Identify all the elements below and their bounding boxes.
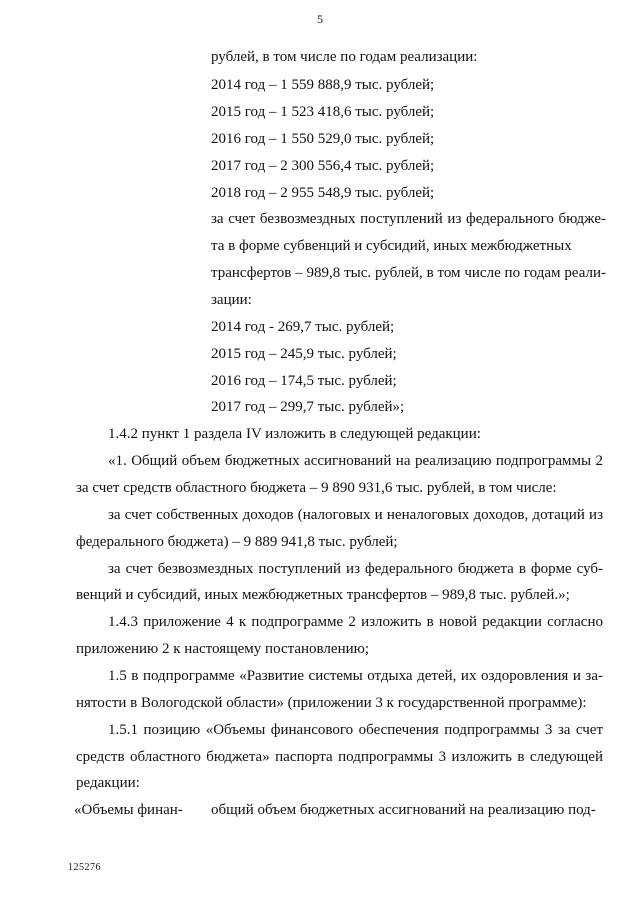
text-line: трансфертов – 989,8 тыс. рублей, в том числе по годам реали- <box>211 265 606 281</box>
paragraph-line: за счет собственных доходов (налоговых и неналоговых доходов, дотаций из <box>108 507 603 523</box>
paragraph-line: 1.5 в подпрограмме «Развитие системы отдыха детей, их оздоровления и за- <box>108 668 603 684</box>
table-cell-label: «Объемы финан- <box>74 802 183 818</box>
page-number: 5 <box>317 12 323 26</box>
text-line: зации: <box>211 292 252 308</box>
table-cell-value: общий объем бюджетных ассигнований на реализацию под- <box>211 802 596 818</box>
text-line: 2017 год – 299,7 тыс. рублей»; <box>211 399 405 415</box>
paragraph-line: 1.4.2 пункт 1 раздела IV изложить в следующей редакции: <box>108 426 481 442</box>
text-line: 2018 год – 2 955 548,9 тыс. рублей; <box>211 185 435 201</box>
document-code: 125276 <box>68 862 101 873</box>
text-line: нятости в Вологодской области» (приложении 3 к государственной программе): <box>76 695 587 711</box>
text-line: за счет средств областного бюджета – 9 890 931,6 тыс. рублей, в том числе: <box>76 480 557 496</box>
text-line: 2017 год – 2 300 556,4 тыс. рублей; <box>211 158 435 174</box>
text-line: 2015 год – 1 523 418,6 тыс. рублей; <box>211 104 435 120</box>
text-line: редакции: <box>76 775 140 791</box>
text-line: 2014 год – 1 559 888,9 тыс. рублей; <box>211 77 435 93</box>
text-line: 2015 год – 245,9 тыс. рублей; <box>211 346 397 362</box>
paragraph-line: «1. Общий объем бюджетных ассигнований на реализацию подпрограммы 2 <box>108 453 603 469</box>
text-line: 2014 год - 269,7 тыс. рублей; <box>211 319 395 335</box>
text-line: за счет безвозмездных поступлений из федерального бюдже- <box>211 211 606 227</box>
text-line: 2016 год – 174,5 тыс. рублей; <box>211 373 397 389</box>
paragraph-line: 1.5.1 позицию «Объемы финансового обеспечения подпрограммы 3 за счет <box>108 722 603 738</box>
text-line: 2016 год – 1 550 529,0 тыс. рублей; <box>211 131 435 147</box>
text-line: та в форме субвенций и субсидий, иных межбюджетных <box>211 238 572 254</box>
text-line: рублей, в том числе по годам реализации: <box>211 49 478 65</box>
paragraph-line: 1.4.3 приложение 4 к подпрограмме 2 изложить в новой редакции согласно <box>108 614 603 630</box>
text-line: венций и субсидий, иных межбюджетных трансфертов – 989,8 тыс. рублей.»; <box>76 587 570 603</box>
text-line: средств областного бюджета» паспорта подпрограммы 3 изложить в следующей <box>76 749 603 765</box>
paragraph-line: за счет безвозмездных поступлений из федерального бюджета в форме суб- <box>108 561 603 577</box>
text-line: федерального бюджета) – 9 889 941,8 тыс. рублей; <box>76 534 398 550</box>
text-line: приложению 2 к настоящему постановлению; <box>76 641 369 657</box>
